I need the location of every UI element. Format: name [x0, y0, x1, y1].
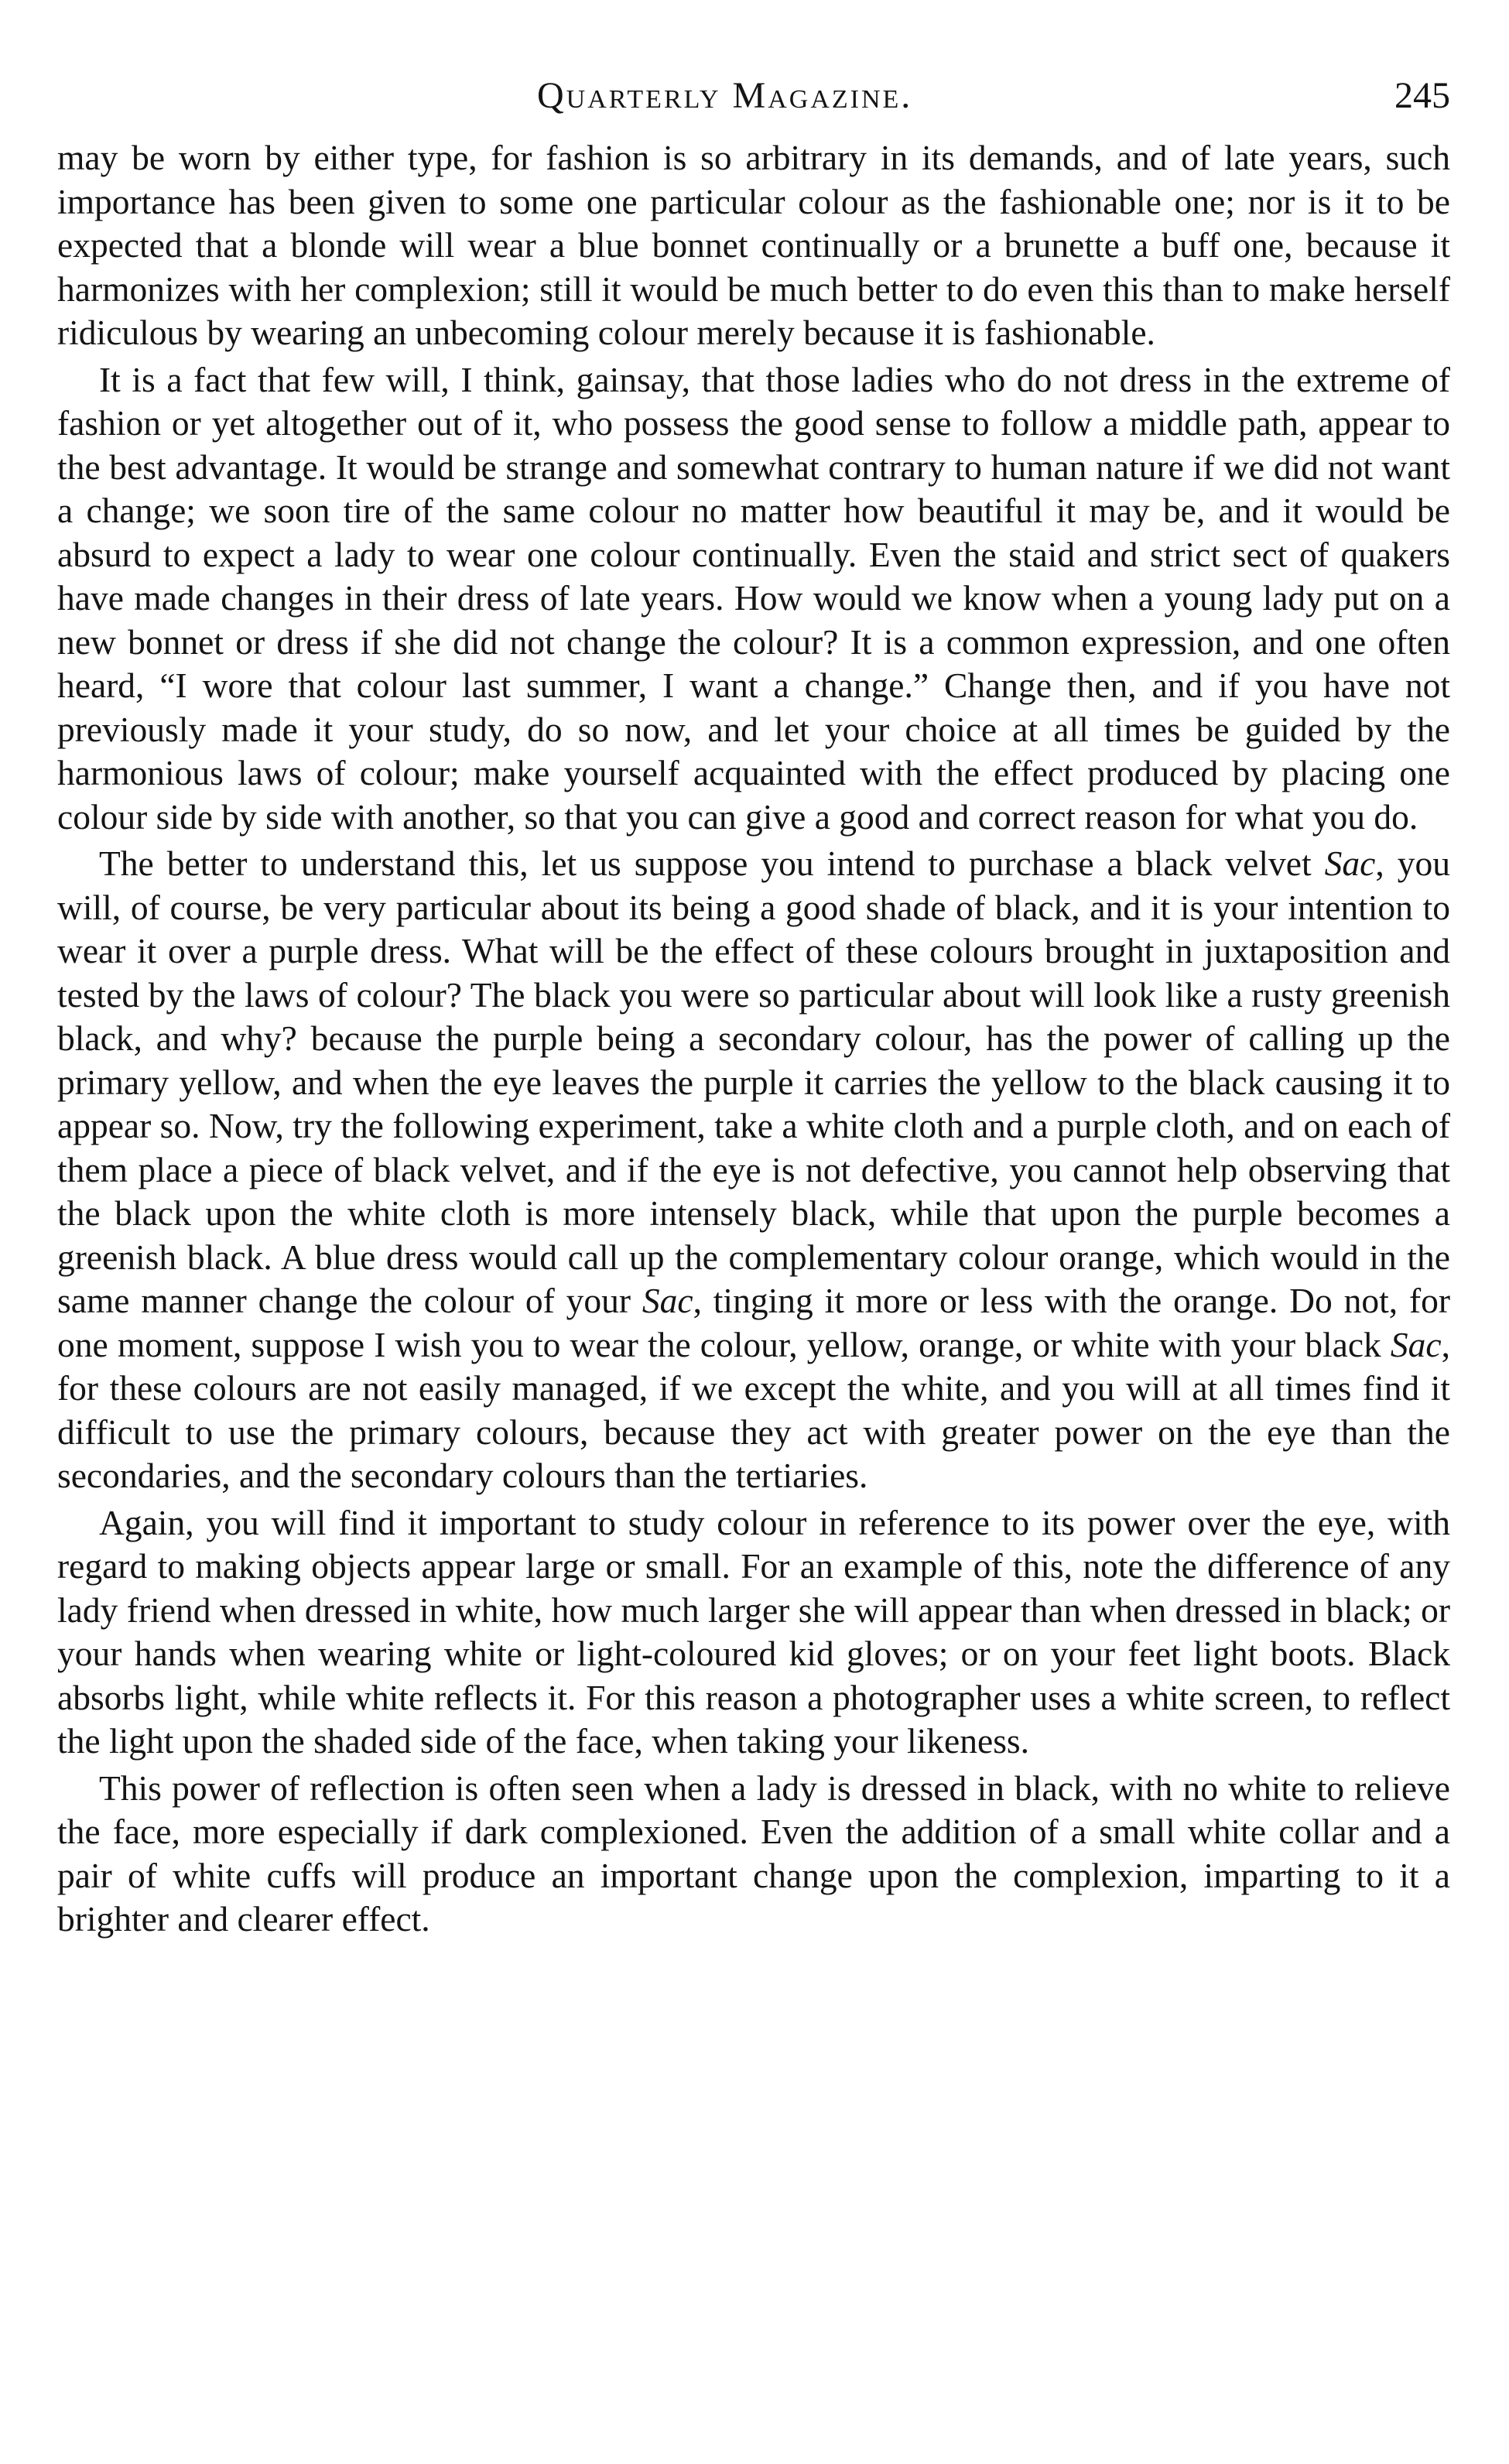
- body-text: [57, 136, 1450, 1942]
- page: [57, 74, 1450, 1945]
- italic-term-sac: Sac: [1390, 1324, 1442, 1364]
- paragraph-3-part-4: , for these colours are not easily managed, if we except the white, and you will at all times find it difficult to use the primary colours, because they act with greater power on the eye than the secondaries, and the secondary colours than the tertiaries.: [57, 1324, 1450, 1495]
- italic-term-sac: Sac: [642, 1281, 693, 1320]
- paragraph-1: may be worn by either type, for fashion is so arbitrary in its demands, and of late years, such importance has been given to some one particular colour as the fashionable one; nor is it to be expected that a blonde will wear a blue bonnet continually or a brunette a buff one, because it harmonizes with her complexion; still it would be much better to do even this than to make herself ridiculous by wearing an unbecoming colour merely because it is fashionable.: [57, 138, 1450, 352]
- paragraph-3-part-1: The better to understand this, let us suppose you intend to purchase a black velvet: [99, 844, 1325, 883]
- running-title: Quarterly Magazine.: [537, 75, 913, 116]
- italic-term-sac: Sac: [1324, 844, 1376, 883]
- paragraph-3-part-3: , tinging it more or less with the orange. Do not, for one moment, suppose I wish you to wear the colour, yellow, orange, or white with your black: [57, 1281, 1450, 1364]
- page-number: 245: [1394, 75, 1450, 116]
- paragraph-4: Again, you will find it important to study colour in reference to its power over the eye, with regard to making objects appear large or small. For an example of this, note the difference of any lady friend when dressed in white, how much larger she will appear than when dressed in black; or your hands when wearing white or light-coloured kid gloves; or on your feet light boots. Black absorbs light, while white reflects it. For this reason a photographer uses a white screen, to reflect the light upon the shaded side of the face, when taking your likeness.: [57, 1502, 1450, 1761]
- paragraph-3-part-2: , you will, of course, be very particular about its being a good shade of black, and it is your intention to wear it over a purple dress. What will be the effect of these colours brought in juxtaposition and tested by the laws of colour? The black you were so particular about will look like a rusty greenish black, and why? because the purple being a secondary colour, has the power of calling up the primary yellow, and when the eye leaves the purple it carries the yellow to the black causing it to appear so. Now, try the following experiment, take a white cloth and a purple cloth, and on each of them place a piece of black velvet, and if the eye is not defective, you cannot help observing that the black upon the white cloth is more intensely black, while that upon the purple becomes a greenish black. A blue dress would call up the complementary colour orange, which would in the same manner change the colour of your: [57, 844, 1450, 1320]
- paragraph-5: This power of reflection is often seen when a lady is dressed in black, with no white to relieve the face, more especially if dark complexioned. Even the addition of a small white collar and a pair of white cuffs will produce an important change upon the complexion, imparting to it a brighter and clearer effect.: [57, 1768, 1450, 1939]
- running-head: [57, 74, 1450, 128]
- paragraph-3: [57, 842, 1450, 1498]
- paragraph-2: It is a fact that few will, I think, gainsay, that those ladies who do not dress in the extreme of fashion or yet altogether out of it, who possess the good sense to follow a middle path, appear to the best advantage. It would be strange and somewhat contrary to human nature if we did not want a change; we soon tire of the same colour no matter how beautiful it may be, and it would be absurd to expect a lady to wear one colour continually. Even the staid and strict sect of quakers have made changes in their dress of late years. How would we know when a young lady put on a new bonnet or dress if she did not change the colour? It is a common expression, and one often heard, “I wore that colour last summer, I want a change.” Change then, and if you have not previously made it your study, do so now, and let your choice at all times be guided by the harmonious laws of colour; make yourself acquainted with the effect produced by placing one colour side by side with another, so that you can give a good and correct reason for what you do.: [57, 359, 1450, 837]
